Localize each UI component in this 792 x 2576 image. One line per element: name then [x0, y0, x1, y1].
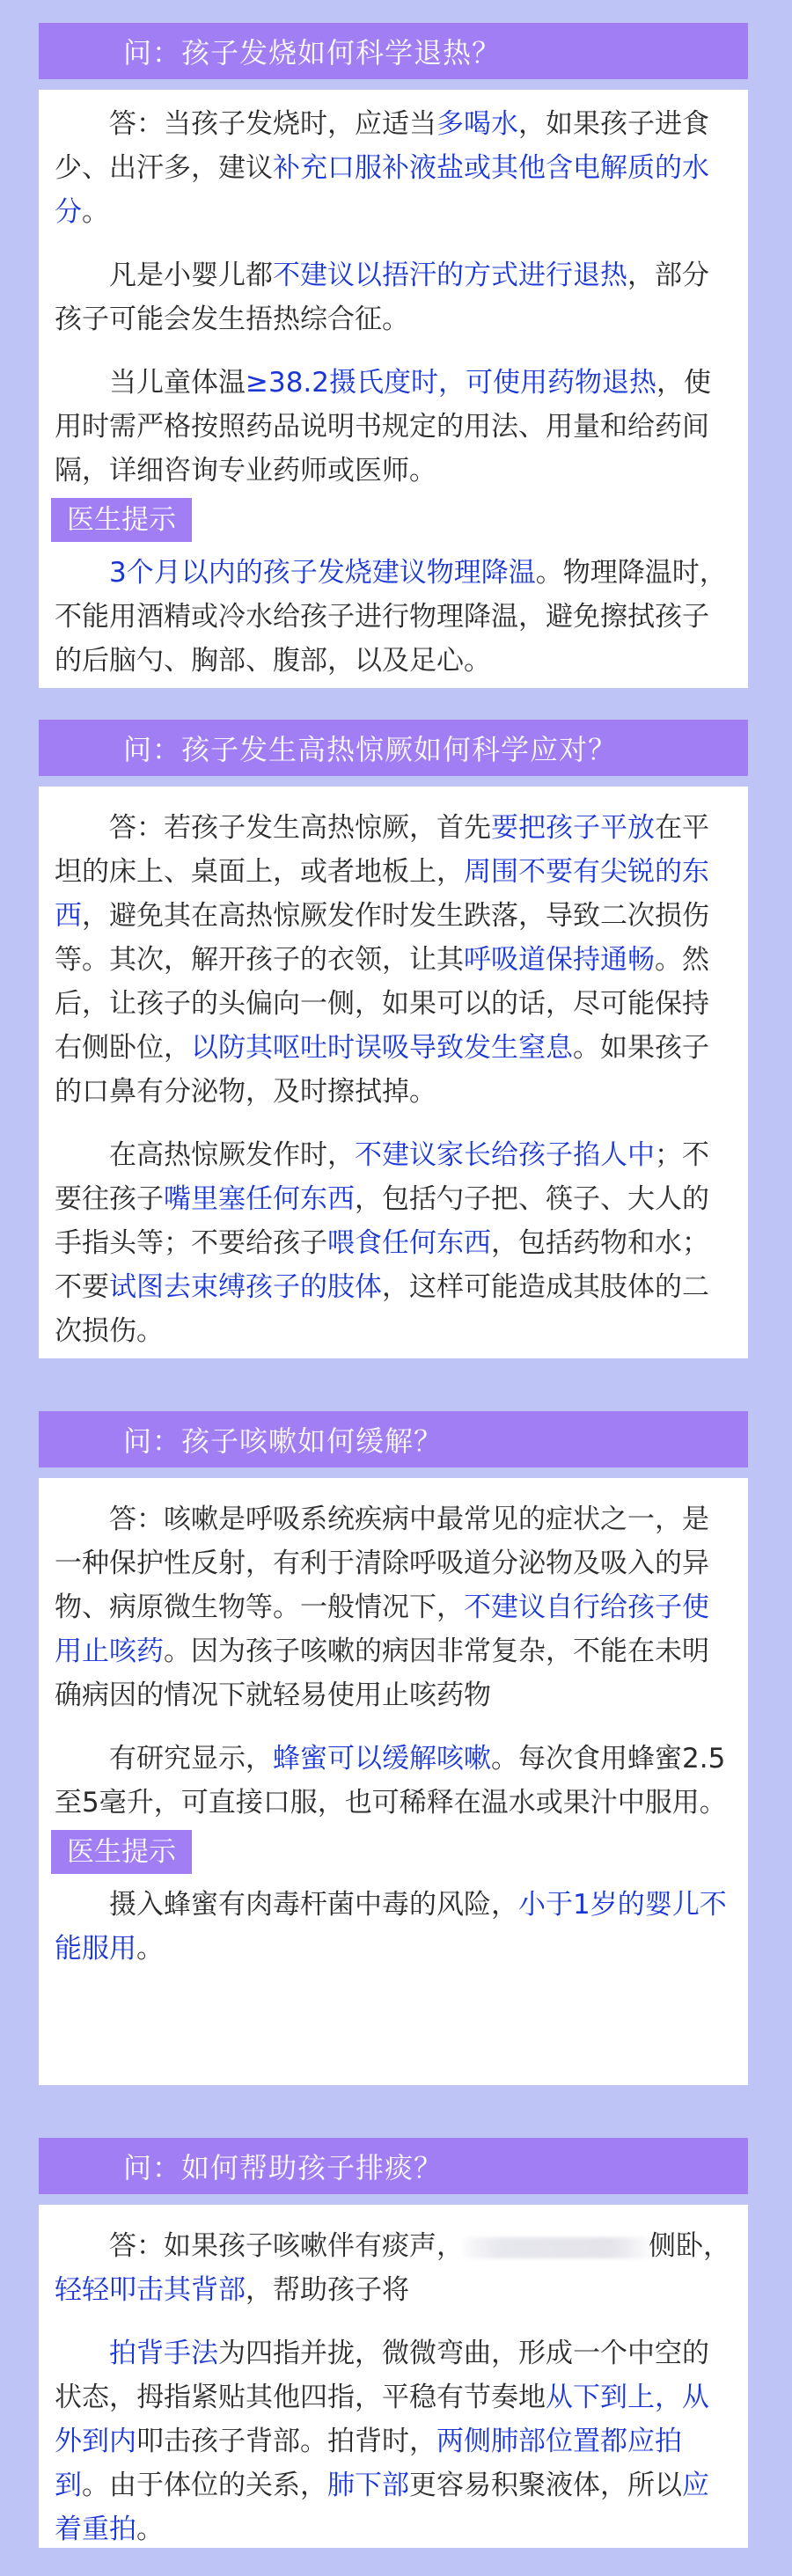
answer-paragraph: [55, 2224, 732, 2312]
highlighted-text: 肺下部: [327, 2470, 409, 2501]
answer-paragraph: [55, 806, 732, 1114]
doctor-tip-badge: 医生提示: [51, 1830, 192, 1874]
body-text: 答：当孩子发烧时，应适当: [109, 108, 436, 140]
body-text: 答：如果孩子咳嗽伴有痰声，: [109, 2230, 464, 2262]
question-title: 问：如何帮助孩子排痰？: [123, 2151, 444, 2184]
doctor-tip-text: [55, 551, 732, 683]
body-text: 凡是小婴儿都: [109, 260, 273, 291]
qa-section-phlegm: [39, 2138, 748, 2548]
answer-paragraph: [55, 2331, 732, 2551]
question-title: 问：孩子发生高热惊厥如何科学应对？: [123, 733, 618, 766]
highlighted-text: 以防其呕吐时误吸导致发生窒息: [191, 1032, 573, 1064]
highlighted-text: 不建议自行给孩子使用止咳药: [55, 1592, 709, 1667]
body-text: ，这样可能造成其肢体的二次损伤。: [55, 1271, 709, 1347]
body-text: 。: [82, 196, 109, 228]
highlighted-text: 轻轻叩击其背部: [55, 2274, 246, 2306]
body-text: ，如果孩子进食少、出汗多，建议: [55, 108, 709, 184]
question-header: [39, 23, 748, 79]
body-text: 叩击孩子背部。拍背时，: [136, 2426, 436, 2457]
qa-section-fever: [39, 23, 748, 688]
highlighted-text: 呼吸道保持通畅: [464, 944, 655, 976]
highlighted-text: 试图去束缚孩子的肢体: [109, 1271, 382, 1303]
highlighted-text: 小于1岁的婴儿不能服用: [55, 1889, 727, 1965]
question-header: [39, 1411, 748, 1467]
body-text: 。如果孩子的口鼻有分泌物，及时擦拭掉。: [55, 1032, 709, 1108]
body-text: 侧卧，: [649, 2230, 730, 2262]
answer-body: [39, 90, 748, 688]
qa-section-cough: [39, 1411, 748, 2085]
doctor-tip-text: [55, 1883, 732, 1971]
obscured-text: [464, 2237, 649, 2258]
highlighted-text: 不建议家长给孩子掐人中: [355, 1139, 655, 1171]
answer-paragraph: [55, 361, 732, 493]
body-text: ，包括勺子把、筷子、大人的手指头等；不要给孩子: [55, 1183, 709, 1259]
body-text: 。然后，让孩子的头偏向一侧，如果可以的话，尽可能保持右侧卧位，: [55, 944, 709, 1064]
highlighted-text: 不建议以捂汗的方式进行退热: [273, 260, 627, 291]
body-text: 。因为孩子咳嗽的病因非常复杂，不能在未明确病因的情况下就轻易使用止咳药物: [55, 1636, 709, 1711]
highlighted-text: 从下到上，从外到内: [55, 2382, 709, 2457]
body-text: ；不要往孩子: [55, 1139, 709, 1215]
body-text: ，避免其在高热惊厥发作时发生跌落，导致二次损伤等。其次，解开孩子的衣领，让其: [55, 900, 709, 976]
highlighted-text: 两侧肺部位置都应拍到: [55, 2426, 682, 2501]
answer-paragraph: [55, 1497, 732, 1717]
answer-paragraph: [55, 253, 732, 341]
answer-paragraph: [55, 102, 732, 234]
qa-section-febrile-seizure: [39, 720, 748, 1358]
body-text: 。物理降温时，不能用酒精或冷水给孩子进行物理降温，避免擦拭孩子的后脑勺、胸部、腹部，以及足心。: [55, 557, 727, 677]
body-text: ，帮助孩子将: [246, 2274, 409, 2306]
highlighted-text: 周围不要有尖锐的东西: [55, 856, 709, 932]
highlighted-text: 多喝水: [436, 108, 518, 140]
highlighted-text: 蜂蜜可以缓解咳嗽: [273, 1743, 491, 1775]
body-text: 答：若孩子发生高热惊厥，首先: [109, 812, 491, 844]
body-text: ，包括药物和水；不要: [55, 1227, 709, 1303]
question-header: [39, 2138, 748, 2194]
question-title: 问：孩子咳嗽如何缓解？: [123, 1424, 444, 1458]
body-text: 答：咳嗽是呼吸系统疾病中最常见的症状之一，是一种保护性反射，有利于清除呼吸道分泌物及吸入的异物、病原微生物等。一般情况下，: [55, 1504, 709, 1623]
body-text: 当儿童体温: [109, 367, 246, 399]
highlighted-text: ≥38.2摄氏度时，可使用药物退热: [246, 367, 656, 399]
answer-body: [39, 2205, 748, 2548]
doctor-tip-badge: 医生提示: [51, 498, 192, 542]
body-text: ，使用时需严格按照药品说明书规定的用法、用量和给药间隔，详细咨询专业药师或医师。: [55, 367, 711, 487]
highlighted-text: 嘴里塞任何东西: [164, 1183, 355, 1215]
highlighted-text: 补充口服补液盐或其他含电解质的水分: [55, 152, 709, 228]
answer-paragraph: [55, 1737, 732, 1825]
highlighted-text: 拍背手法: [109, 2338, 218, 2369]
body-text: 。: [136, 2514, 164, 2545]
highlighted-text: 3个月以内的孩子发烧建议物理降温: [109, 557, 536, 589]
body-text: 。由于体位的关系，: [82, 2470, 327, 2501]
highlighted-text: 应着重拍: [55, 2470, 709, 2545]
answer-paragraph: [55, 1133, 732, 1353]
body-text: 更容易积聚液体，所以: [409, 2470, 682, 2501]
body-text: 为四指并拢，微微弯曲，形成一个中空的状态，拇指紧贴其他四指，平稳有节奏地: [55, 2338, 709, 2413]
body-text: ，部分孩子可能会发生捂热综合征。: [55, 260, 709, 335]
question-title: 问：孩子发烧如何科学退热？: [123, 36, 502, 70]
answer-body: [39, 1478, 748, 2085]
highlighted-text: 喂食任何东西: [327, 1227, 491, 1259]
body-text: 在平坦的床上、桌面上，或者地板上，: [55, 812, 709, 888]
highlighted-text: 要把孩子平放: [491, 812, 655, 844]
body-text: 。每次食用蜂蜜2.5至5毫升，可直接口服，也可稀释在温水或果汁中服用。: [55, 1743, 727, 1819]
body-text: 在高热惊厥发作时，: [109, 1139, 355, 1171]
question-header: [39, 720, 748, 776]
body-text: 有研究显示，: [109, 1743, 273, 1775]
answer-body: [39, 787, 748, 1358]
body-text: 摄入蜂蜜有肉毒杆菌中毒的风险，: [109, 1889, 518, 1921]
body-text: 。: [136, 1933, 164, 1965]
